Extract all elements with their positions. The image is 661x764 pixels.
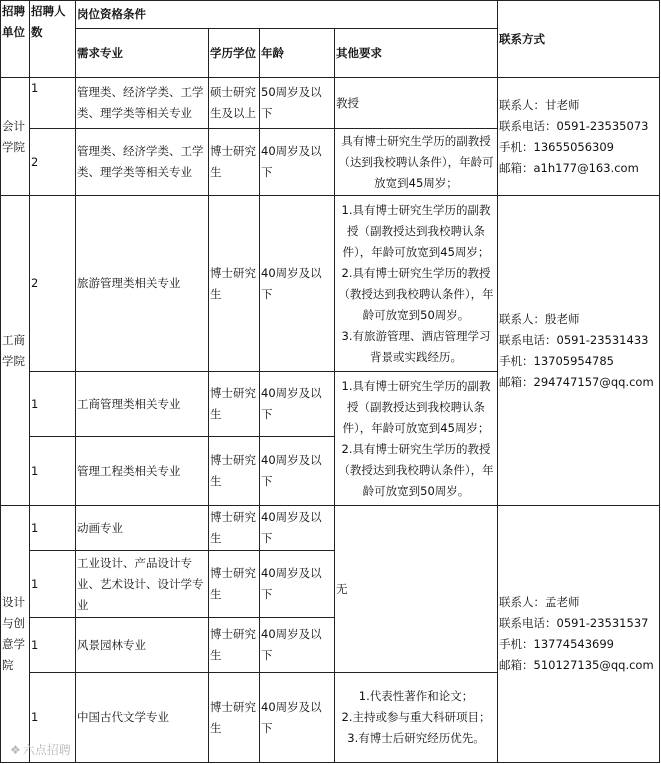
header-contact: 联系方式	[498, 1, 660, 78]
major-cell: 风景园林专业	[76, 618, 209, 673]
contact-cell	[498, 506, 660, 763]
major-cell: 中国古代文学专业	[76, 673, 209, 763]
contact-mobile: 手机：13655056309	[499, 139, 614, 154]
other-line: 1.具有博士研究生学历的副教授（副教授达到我校聘认条件），年龄可放宽到45周岁；	[341, 378, 491, 435]
other-line: 3.有博士后研究经历优先。	[347, 731, 485, 745]
contact-person: 联系人：甘老师	[499, 97, 580, 112]
degree-cell: 博士研究生	[209, 618, 260, 673]
header-age: 年龄	[260, 29, 335, 78]
degree-cell: 博士研究生	[209, 372, 260, 437]
major-cell: 工商管理类相关专业	[76, 372, 209, 437]
contact-cell	[498, 196, 660, 506]
other-line: 2.具有博士研究生学历的教授（教授达到我校聘认条件），年龄可放宽到50周岁。	[338, 265, 494, 322]
other-cell: 无	[335, 506, 498, 673]
age-cell: 40周岁及以下	[260, 673, 335, 763]
header-degree: 学历学位	[209, 29, 260, 78]
count-cell: 1	[30, 437, 76, 506]
major-cell: 管理类、经济学类、工学类、理学类等相关专业	[76, 129, 209, 196]
header-other: 其他要求	[335, 29, 498, 78]
contact-person: 联系人：殷老师	[499, 311, 580, 326]
degree-cell: 硕士研究生及以上	[209, 78, 260, 129]
header-count: 招聘人数	[30, 1, 76, 78]
other-line: 2.主持或参与重大科研项目；	[341, 710, 491, 724]
degree-cell: 博士研究生	[209, 673, 260, 763]
other-cell	[335, 372, 498, 506]
count-cell: 1	[30, 618, 76, 673]
contact-phone: 联系电话：0591-23531537	[499, 616, 649, 630]
major-cell: 动画专业	[76, 506, 209, 551]
age-cell: 40周岁及以下	[260, 437, 335, 506]
contact-email: 邮箱：294747157@qq.com	[499, 374, 654, 389]
count-cell: 2	[30, 129, 76, 196]
age-cell: 40周岁及以下	[260, 618, 335, 673]
count-cell: 2	[30, 196, 76, 372]
age-cell: 40周岁及以下	[260, 506, 335, 551]
count-cell: 1	[30, 78, 76, 129]
degree-cell: 博士研究生	[209, 196, 260, 372]
contact-mobile: 手机：13705954785	[499, 353, 614, 368]
count-cell: 1	[30, 673, 76, 763]
degree-cell: 博士研究生	[209, 506, 260, 551]
header-major: 需求专业	[76, 29, 209, 78]
other-cell	[335, 196, 498, 372]
degree-cell: 博士研究生	[209, 129, 260, 196]
other-line: 1.具有博士研究生学历的副教授（副教授达到我校聘认条件），年龄可放宽到45周岁；	[341, 202, 491, 259]
contact-email: 邮箱：a1h177@163.com	[499, 160, 639, 175]
contact-phone: 联系电话：0591-23531433	[499, 332, 649, 347]
contact-email: 邮箱：510127135@qq.com	[499, 658, 654, 672]
major-cell: 管理类、经济学类、工学类、理学类等相关专业	[76, 78, 209, 129]
count-cell: 1	[30, 551, 76, 618]
other-cell: 教授	[335, 78, 498, 129]
age-cell: 50周岁及以下	[260, 78, 335, 129]
major-cell: 管理工程类相关专业	[76, 437, 209, 506]
contact-mobile: 手机：13774543699	[499, 637, 614, 651]
contact-phone: 联系电话：0591-23535073	[499, 118, 649, 133]
other-line: 3.有旅游管理、酒店管理学习背景或实践经历。	[341, 328, 491, 364]
count-cell: 1	[30, 506, 76, 551]
unit-cell: 工商学院	[1, 196, 30, 506]
header-unit: 招聘单位	[1, 1, 30, 78]
contact-person: 联系人：孟老师	[499, 595, 580, 609]
watermark-icon: ❖	[10, 743, 21, 757]
degree-cell: 博士研究生	[209, 551, 260, 618]
age-cell: 40周岁及以下	[260, 551, 335, 618]
other-cell: 具有博士研究生学历的副教授（达到我校聘认条件），年龄可放宽到45周岁；	[335, 129, 498, 196]
other-line: 1.代表性著作和论文；	[358, 689, 474, 703]
age-cell: 40周岁及以下	[260, 129, 335, 196]
age-cell: 40周岁及以下	[260, 372, 335, 437]
watermark	[10, 741, 73, 758]
degree-cell: 博士研究生	[209, 437, 260, 506]
unit-cell: 会计学院	[1, 78, 30, 196]
major-cell: 旅游管理类相关专业	[76, 196, 209, 372]
count-cell: 1	[30, 372, 76, 437]
other-cell	[335, 673, 498, 763]
contact-cell	[498, 78, 660, 196]
watermark-text: 六点招聘	[22, 743, 71, 757]
major-cell: 工业设计、产品设计专业、艺术设计、设计学专业	[76, 551, 209, 618]
age-cell: 40周岁及以下	[260, 196, 335, 372]
other-line: 2.具有博士研究生学历的教授（教授达到我校聘认条件），年龄可放宽到50周岁。	[338, 441, 494, 498]
unit-cell: 设计与创意学院	[1, 506, 30, 763]
header-conditions: 岗位资格条件	[76, 1, 498, 29]
